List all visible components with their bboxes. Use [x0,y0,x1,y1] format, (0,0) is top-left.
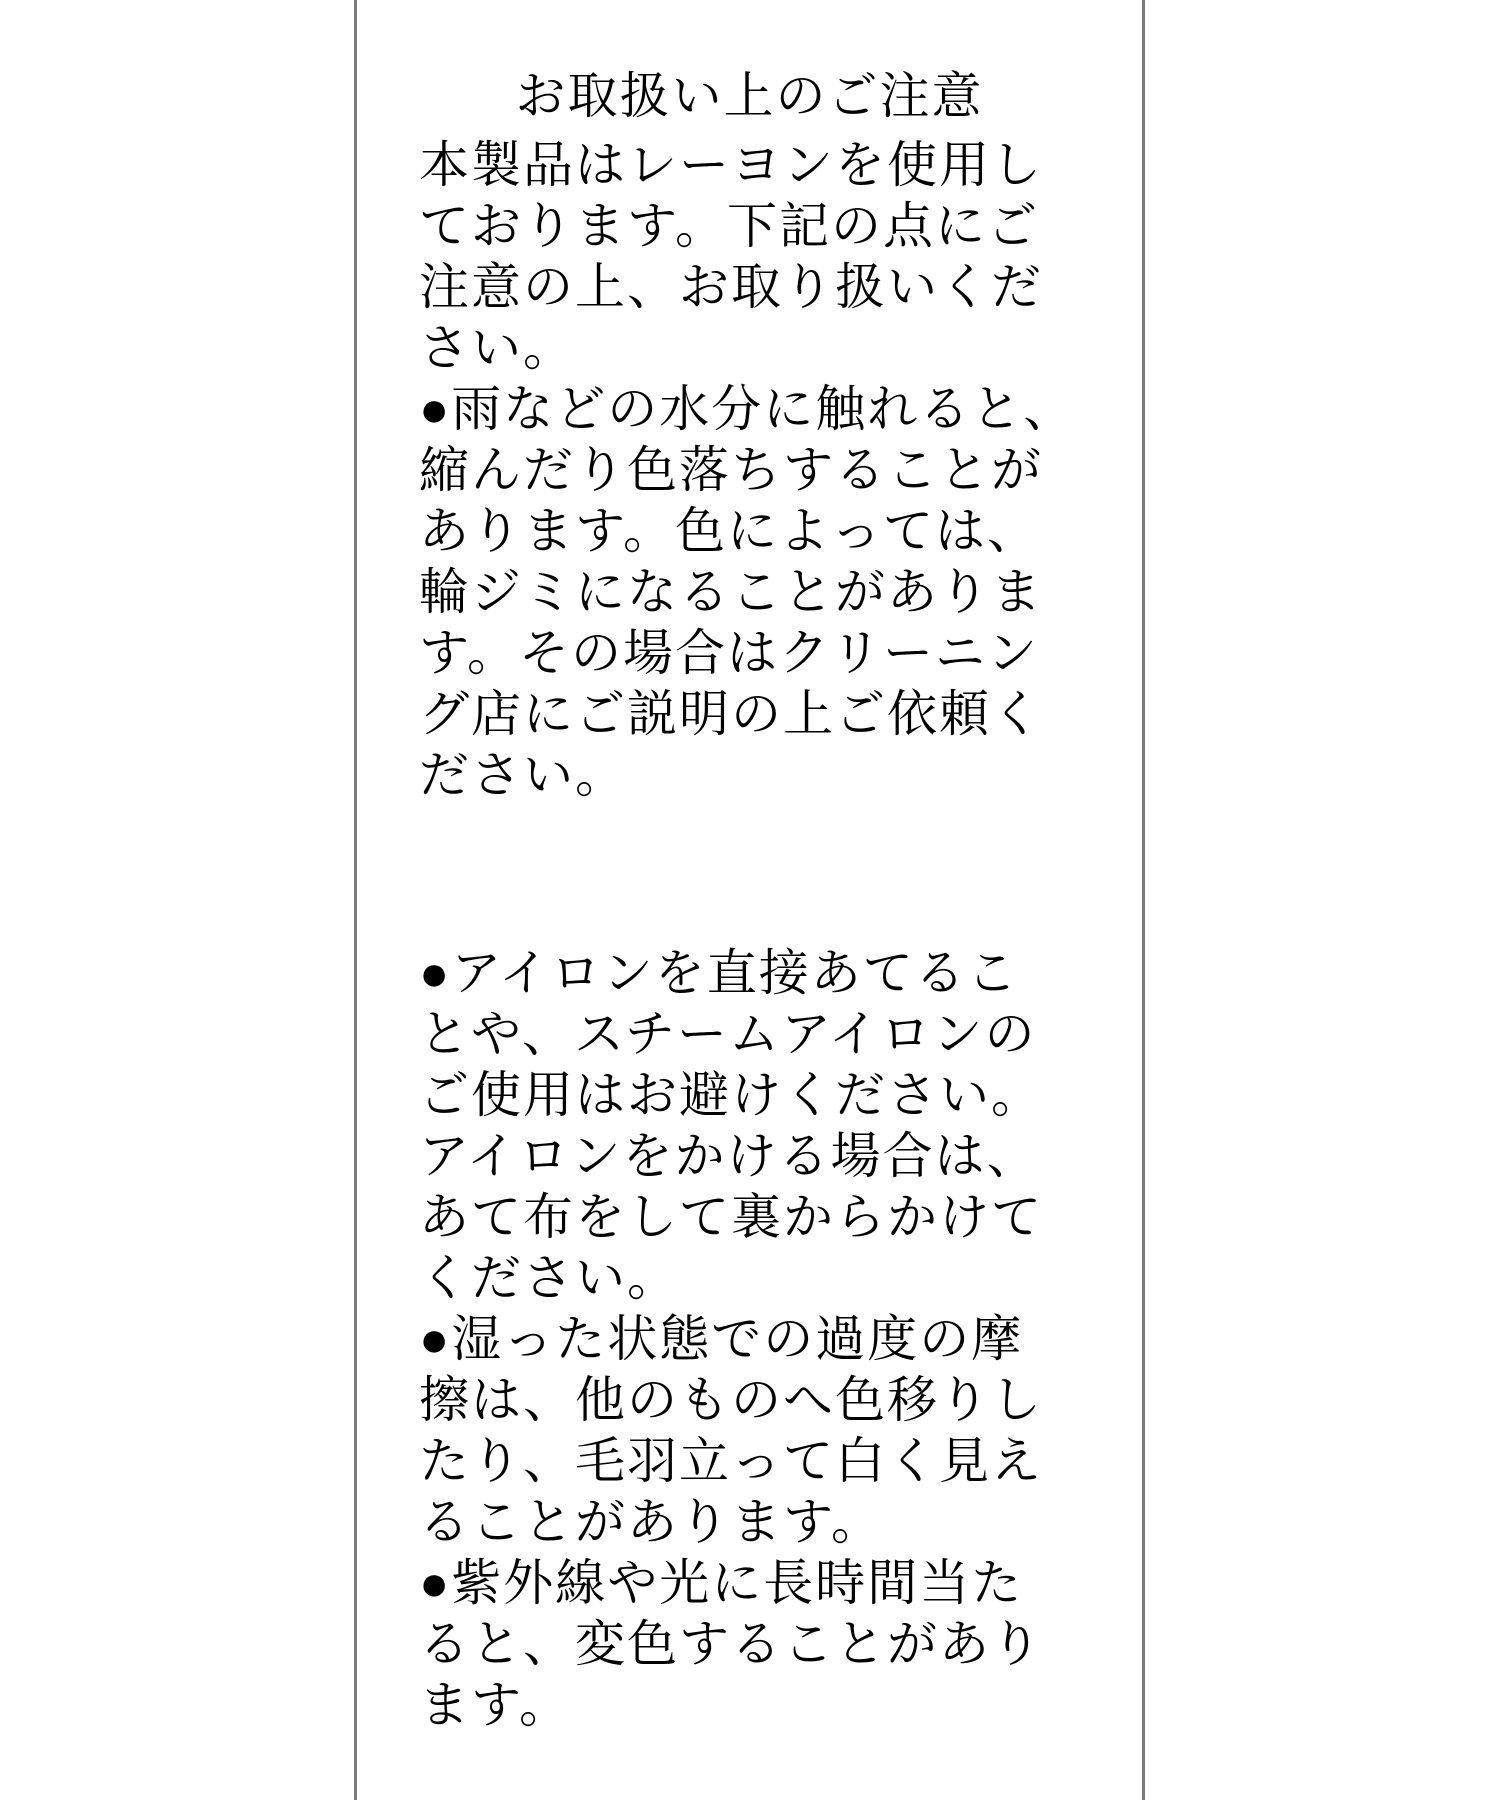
label-line: 縮んだり色落ちすることが [419,442,1043,498]
label-line: ●雨などの水分に触れると、 [419,381,1076,437]
label-line: ください。 [419,1250,679,1306]
care-instructions-section-1 [419,135,1075,806]
label-line: ております。下記の点にご [419,198,1039,254]
label-line: 注意の上、お取り扱いくだ [419,259,1043,315]
label-line: とや、スチームアイロンの [419,1006,1037,1062]
label-line: あて布をして裏からかけて [419,1189,1043,1245]
label-line: す。その場合はクリーニン [419,625,1039,681]
label-line: ●紫外線や光に長時間当た [419,1555,1024,1611]
label-line: 本製品はレーヨンを使用し [419,137,1043,193]
label-line: ます。 [419,1677,571,1733]
label-line: さい。 [419,320,575,376]
label-line: 擦は、他のものへ色移りし [419,1372,1043,1428]
label-line: たり、毛羽立って白く見え [419,1433,1043,1489]
label-line: 輪ジミになることがありま [419,564,1043,620]
label-line: ●アイロンを直接あてるこ [419,945,1019,1001]
label-title: お取扱い上のご注意 [515,68,984,124]
label-line: アイロンをかける場合は、 [419,1128,1039,1184]
care-label-panel [354,0,1145,1800]
label-line: ださい。 [419,747,627,803]
label-line: あります。色によっては、 [419,503,1039,559]
label-line: ご使用はお避けください。 [419,1067,1043,1123]
care-instructions-section-2 [419,943,1043,1736]
label-line: ●湿った状態での過度の摩 [419,1311,1024,1367]
label-line: ることがあります。 [419,1494,883,1550]
label-line: グ店にご説明の上ご依頼く [419,686,1043,742]
label-line: ると、変色することがあり [419,1616,1043,1672]
